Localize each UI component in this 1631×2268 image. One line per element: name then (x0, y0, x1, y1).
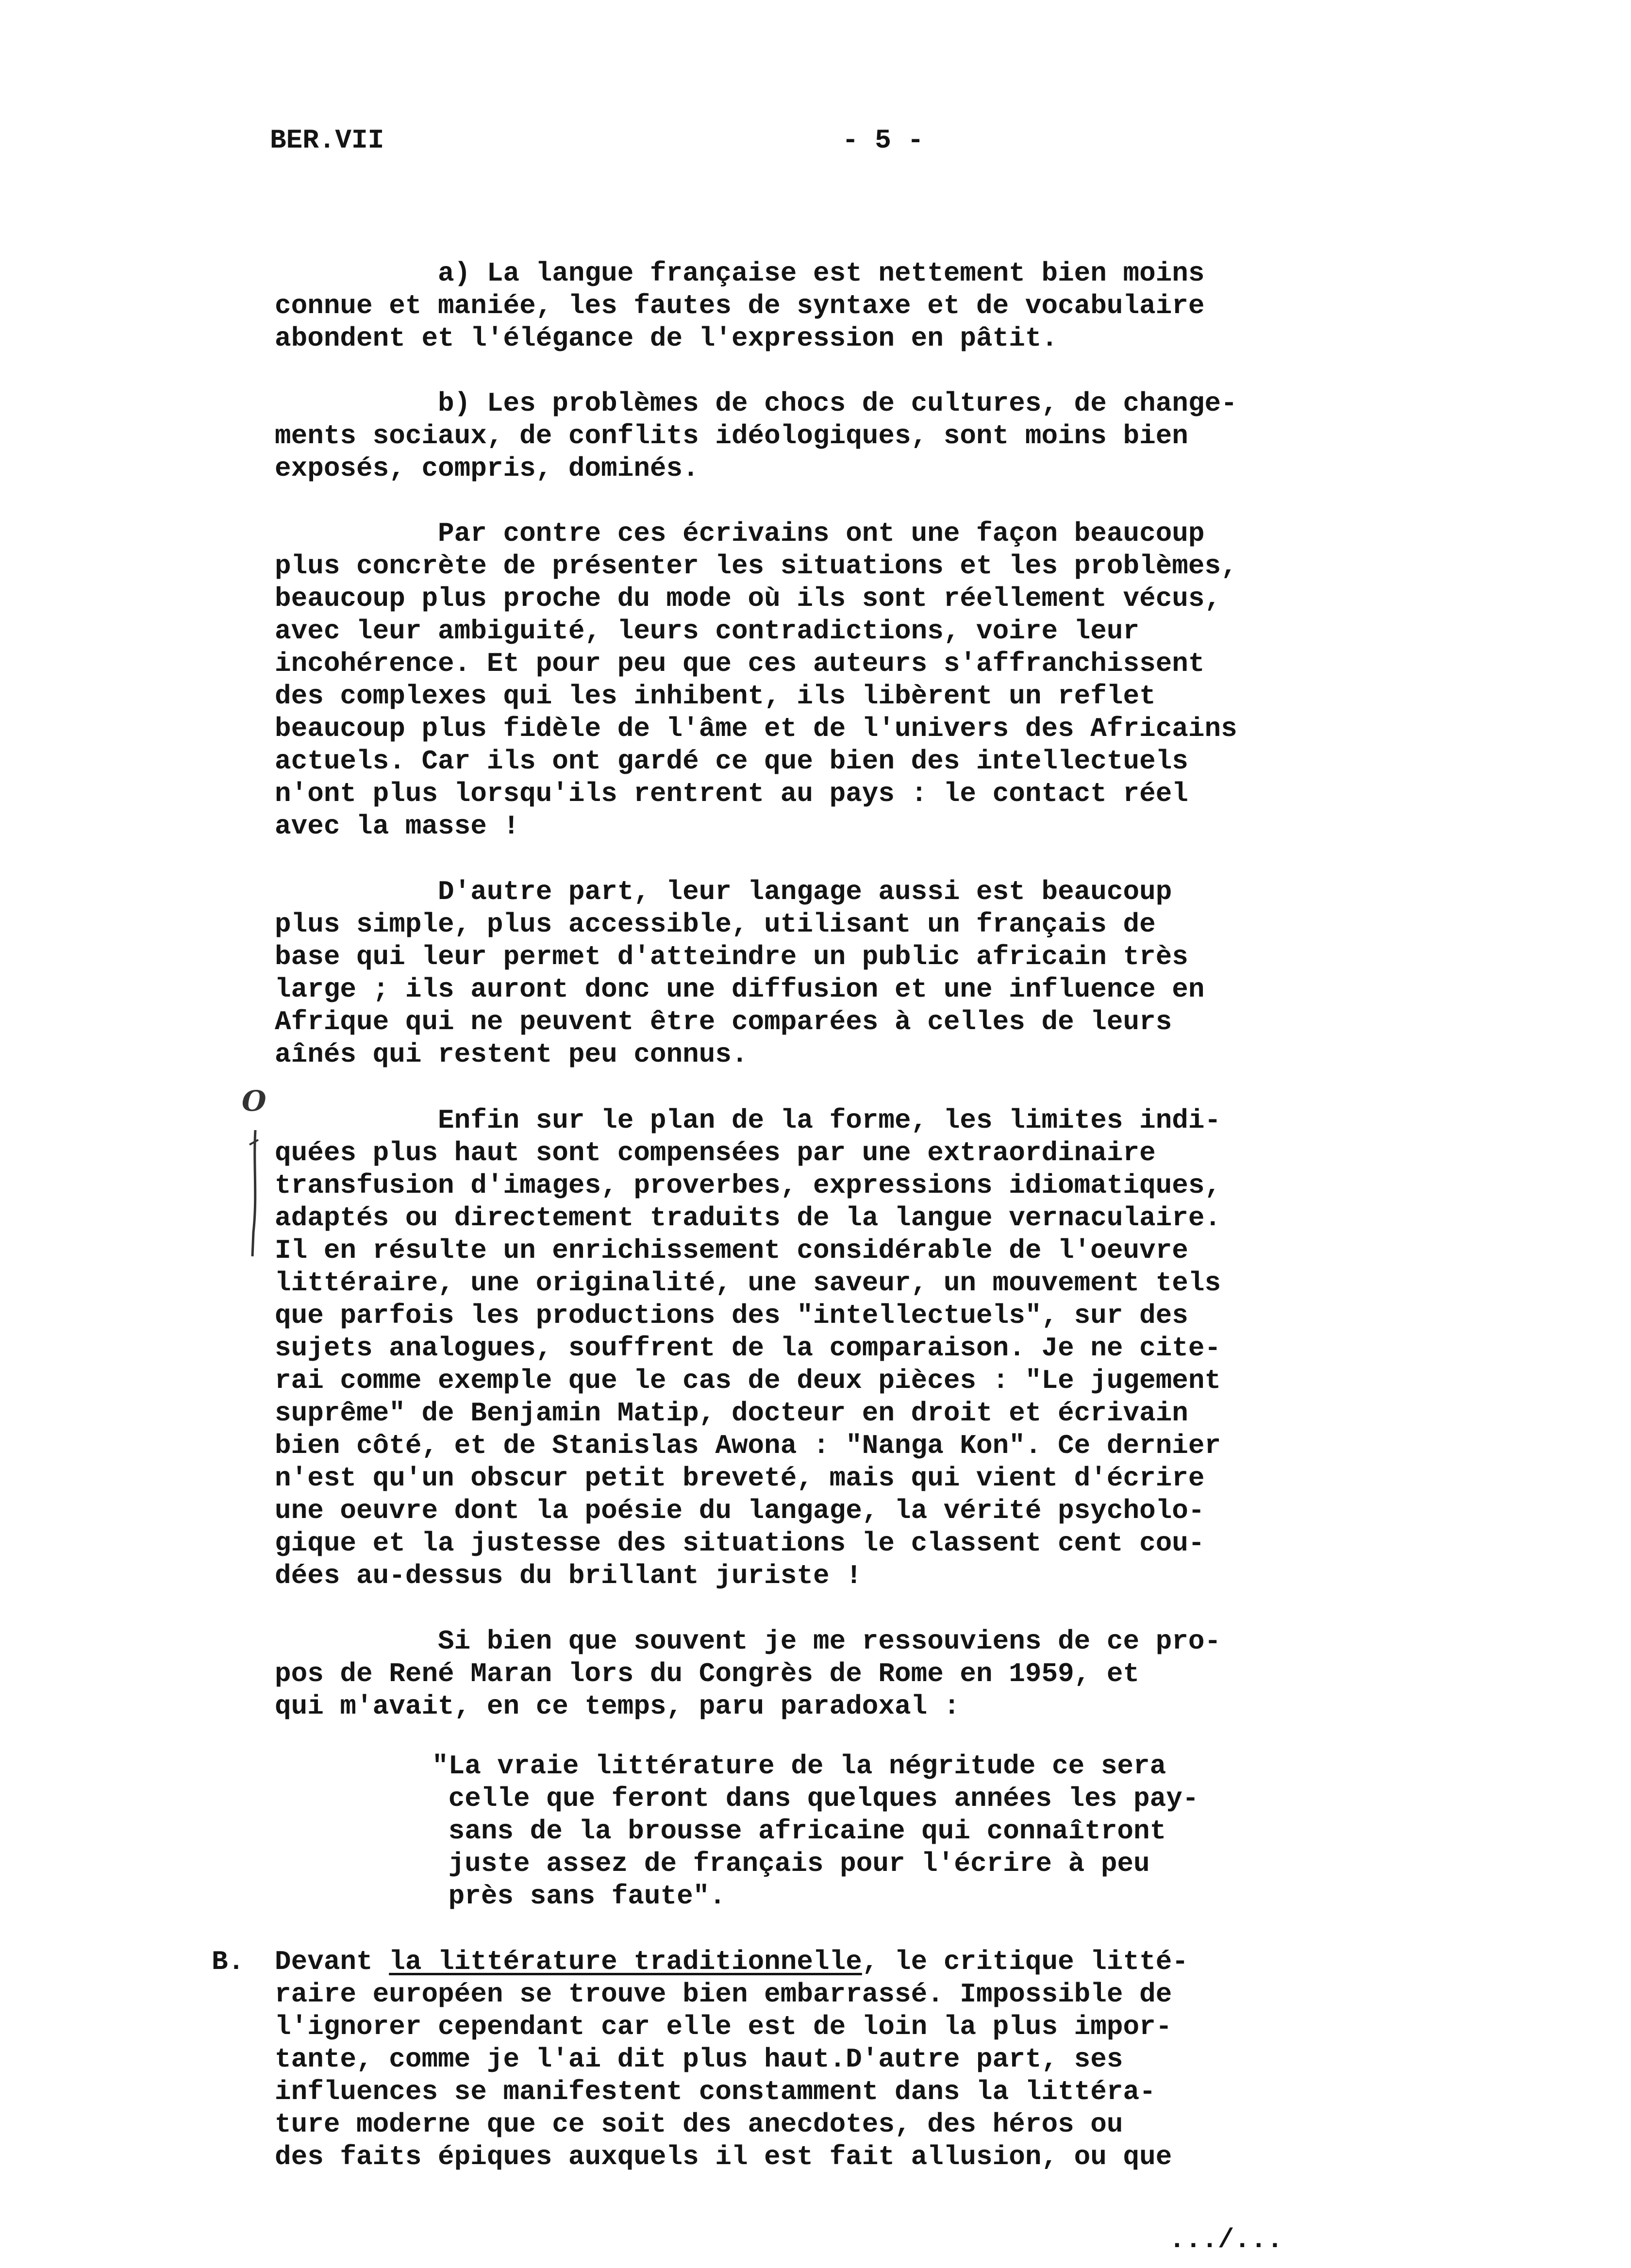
text-line: suprême" de Benjamin Matip, docteur en droit et écrivain (275, 1398, 1188, 1429)
text-line: gique et la justesse des situations le classent cent cou- (275, 1528, 1205, 1559)
text-line (275, 1946, 1449, 1978)
text-line: n'ont plus lorsqu'ils rentrent au pays : le contact réel (275, 778, 1188, 809)
quote-line: celle que feront dans quelques années les pay- (432, 1783, 1199, 1814)
text-line: n'est qu'un obscur petit breveté, mais qui vient d'écrire (275, 1463, 1205, 1494)
text-line: qui m'avait, en ce temps, paru paradoxal : (275, 1691, 960, 1722)
text-line: Enfin sur le plan de la forme, les limites indi- (275, 1105, 1221, 1136)
section-b-paragraph (275, 1946, 1449, 2173)
section-b-suffix: , le critique litté- (862, 1946, 1188, 1977)
text-line: avec la masse ! (275, 811, 520, 842)
text-line: Afrique qui ne peuvent être comparées à celles de leurs (275, 1006, 1172, 1037)
margin-note-glyph: O (242, 1086, 266, 1117)
quote-line: juste assez de français pour l'écrire à peu (432, 1848, 1150, 1879)
text-line: littéraire, une originalité, une saveur, un mouvement tels (275, 1267, 1221, 1299)
text-line: aînés qui restent peu connus. (275, 1039, 748, 1070)
section-b-prefix: Devant (275, 1946, 389, 1977)
handwritten-margin-mark (239, 1086, 268, 1261)
text-line: b) Les problèmes de chocs de cultures, de change- (275, 388, 1237, 419)
document-reference: BER.VII (270, 125, 384, 156)
paragraph-b (275, 387, 1449, 485)
text-line: abondent et l'élégance de l'expression en pâtit. (275, 323, 1058, 354)
text-line: large ; ils auront donc une diffusion et une influence en (275, 974, 1205, 1005)
text-line: adaptés ou directement traduits de la langue vernaculaire. (275, 1202, 1221, 1234)
paragraph-enfin (275, 1104, 1449, 1592)
text-line: bien côté, et de Stanislas Awona : "Nanga Kon". Ce dernier (275, 1430, 1221, 1461)
text-line: Par contre ces écrivains ont une façon beaucoup (275, 518, 1205, 549)
quote-line: sans de la brousse africaine qui connaîtront (432, 1816, 1166, 1847)
text-line: connue et maniée, les fautes de syntaxe et de vocabulaire (275, 290, 1205, 321)
underlined-heading: la littérature traditionnelle (389, 1946, 862, 1977)
text-line: exposés, compris, dominés. (275, 453, 699, 484)
text-line: rai comme exemple que le cas de deux pièces : "Le jugement (275, 1365, 1221, 1396)
text-line: dées au-dessus du brillant juriste ! (275, 1560, 862, 1591)
text-line: pos de René Maran lors du Congrès de Rome en 1959, et (275, 1658, 1140, 1689)
text-line: avec leur ambiguité, leurs contradictions, voire leur (275, 616, 1140, 647)
text-line: incohérence. Et pour peu que ces auteurs s'affranchissent (275, 648, 1205, 679)
continuation-marker: .../... (1169, 2224, 1283, 2255)
paragraph-d-autre-part (275, 876, 1449, 1071)
text-line: transfusion d'images, proverbes, expressions idiomatiques, (275, 1170, 1221, 1201)
paragraph-a (275, 257, 1449, 355)
text-line: tante, comme je l'ai dit plus haut.D'autre part, ses (275, 2044, 1123, 2075)
text-line: des complexes qui les inhibent, ils libèrent un reflet (275, 681, 1156, 712)
section-b-marker: B. (212, 1946, 245, 1977)
text-line: Il en résulte un enrichissement considérable de l'oeuvre (275, 1235, 1188, 1266)
text-line: raire européen se trouve bien embarrassé. Impossible de (275, 1979, 1172, 2010)
text-line: D'autre part, leur langage aussi est beaucoup (275, 876, 1172, 907)
text-line: ments sociaux, de conflits idéologiques, sont moins bien (275, 420, 1188, 451)
text-line: actuels. Car ils ont gardé ce que bien des intellectuels (275, 746, 1188, 777)
text-line: Si bien que souvent je me ressouviens de ce pro- (275, 1626, 1221, 1657)
text-line: influences se manifestent constamment dans la littéra- (275, 2076, 1156, 2107)
text-line: a) La langue française est nettement bien moins (275, 258, 1205, 289)
page-number: - 5 - (842, 125, 924, 156)
text-line: sujets analogues, souffrent de la comparaison. Je ne cite- (275, 1333, 1221, 1364)
text-line: beaucoup plus proche du mode où ils sont réellement vécus, (275, 583, 1221, 614)
text-line: plus simple, plus accessible, utilisant un français de (275, 909, 1156, 940)
text-line: plus concrète de présenter les situations et les problèmes, (275, 550, 1237, 582)
text-line: beaucoup plus fidèle de l'âme et de l'univers des Africains (275, 713, 1237, 744)
quote-line: "La vraie littérature de la négritude ce sera (432, 1751, 1166, 1782)
text-line: que parfois les productions des "intellectuels", sur des (275, 1300, 1188, 1331)
text-line: quées plus haut sont compensées par une extraordinaire (275, 1137, 1156, 1168)
paragraph-par-contre (275, 517, 1449, 843)
quote-line: près sans faute". (432, 1881, 726, 1912)
text-line: ture moderne que ce soit des anecdotes, des héros ou (275, 2109, 1123, 2140)
paragraph-si-bien-que (275, 1625, 1449, 1723)
block-quote (432, 1750, 1451, 1913)
text-line: l'ignorer cependant car elle est de loin la plus impor- (275, 2011, 1172, 2042)
text-line: des faits épiques auxquels il est fait allusion, ou que (275, 2141, 1172, 2172)
text-line: une oeuvre dont la poésie du langage, la vérité psycholo- (275, 1495, 1205, 1526)
text-line: base qui leur permet d'atteindre un public africain très (275, 941, 1188, 972)
